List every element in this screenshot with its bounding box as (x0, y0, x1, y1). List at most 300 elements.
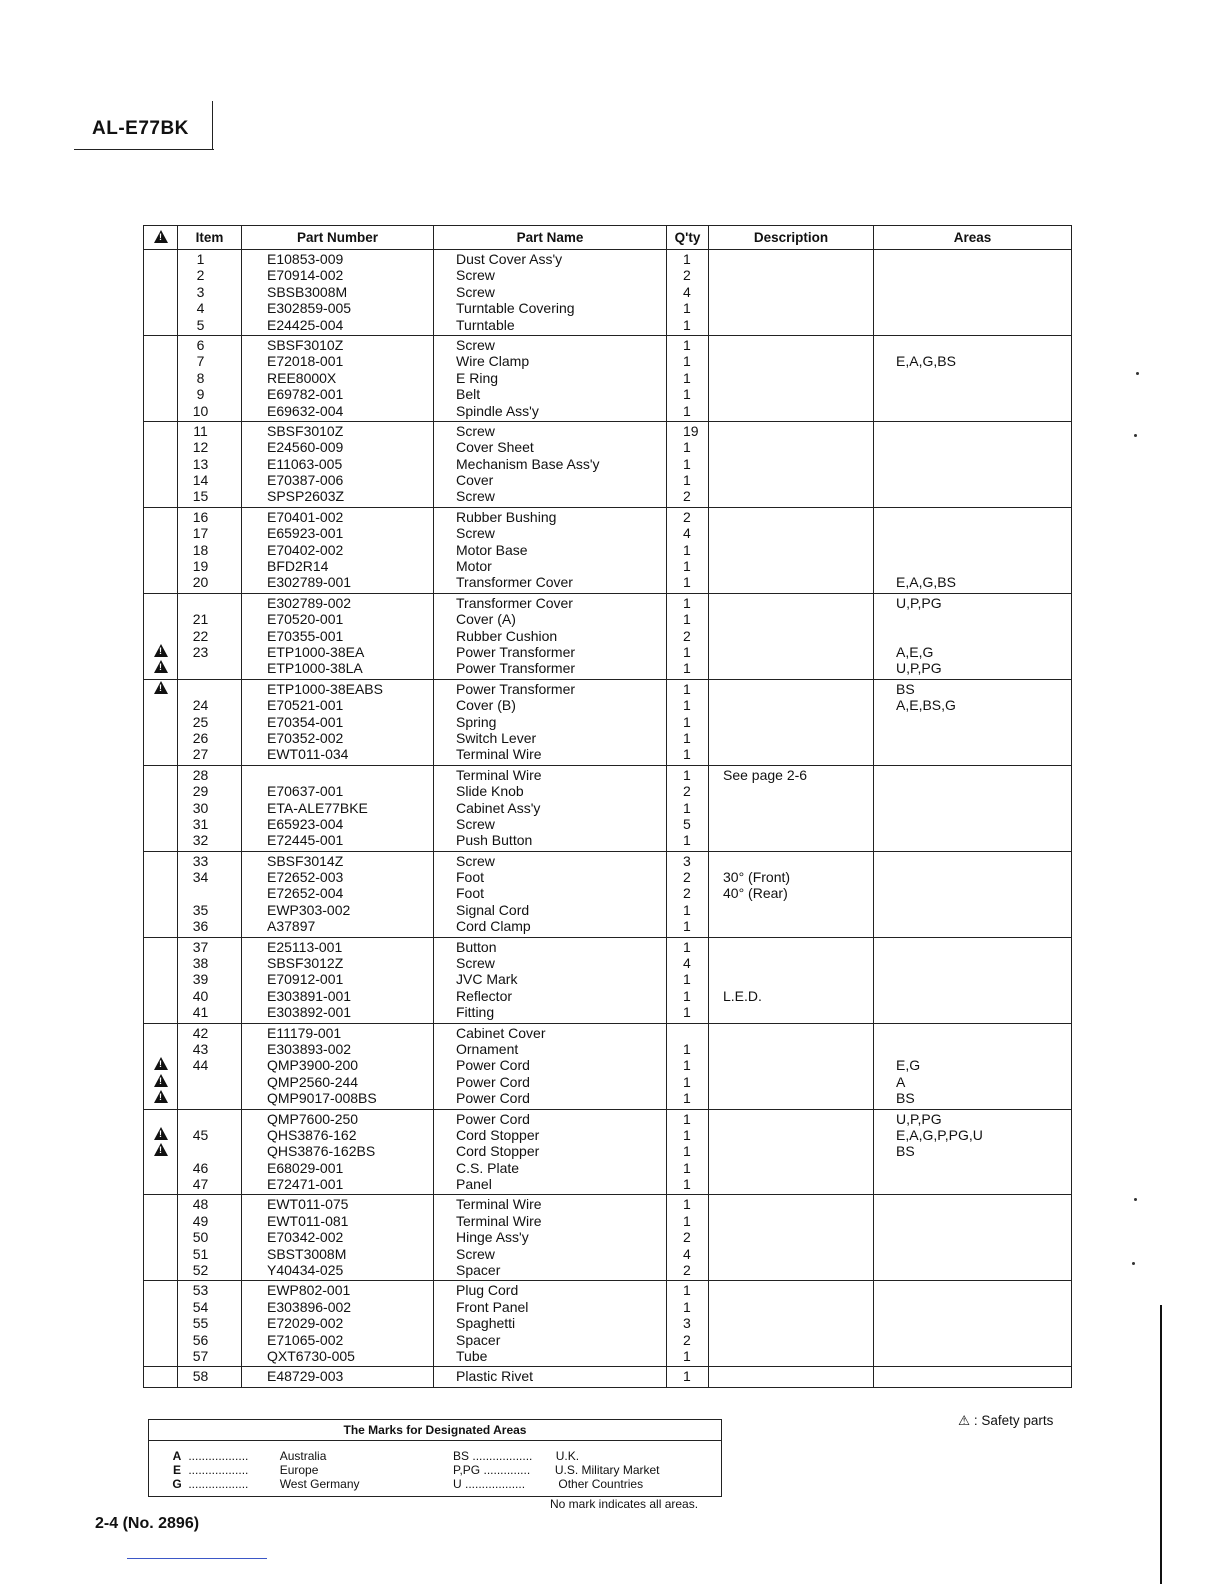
safety-mark-icon (144, 456, 177, 472)
part-name: Screw (456, 283, 495, 300)
part-name: Rubber Cushion (456, 627, 558, 644)
description (709, 1025, 873, 1041)
safety-mark-icon (144, 595, 177, 611)
part-name: Foot (456, 885, 485, 902)
part-number: E10853-009 (267, 251, 344, 267)
item-number: 6 (196, 336, 205, 353)
description (709, 697, 873, 713)
description (709, 439, 873, 455)
safety-mark-icon (144, 767, 177, 783)
part-name: Power Transformer (456, 660, 576, 677)
part-number-cell (242, 1195, 434, 1281)
warning-triangle-icon (154, 1074, 168, 1087)
part-name: Power Cord (456, 1110, 530, 1127)
areas (874, 542, 1071, 558)
warning-triangle-icon (154, 644, 168, 657)
areas (874, 1282, 1071, 1298)
part-name: Cover Sheet (456, 439, 534, 456)
item-number-cell (178, 1109, 242, 1195)
safety-mark-icon (144, 1368, 177, 1384)
parts-group-row (144, 1109, 1072, 1195)
safety-mark-icon (144, 251, 177, 267)
areas (874, 902, 1071, 918)
areas: A,E,BS,G (896, 697, 956, 714)
description-cell (709, 335, 874, 421)
safety-mark-icon (144, 730, 177, 746)
safety-mark-cell (144, 765, 178, 851)
part-number: E70354-001 (267, 713, 344, 730)
item-number: 9 (196, 386, 205, 403)
quantity: 1 (683, 1212, 691, 1229)
item-number-cell (178, 421, 242, 507)
part-name: Cord Stopper (456, 1126, 540, 1143)
part-number-cell (242, 250, 434, 336)
column-header-areas: Areas (874, 226, 1072, 250)
part-name: Screw (456, 852, 495, 869)
parts-group-row (144, 1195, 1072, 1281)
description (709, 1160, 873, 1176)
description (709, 1368, 873, 1384)
part-name: Spindle Ass'y (456, 402, 539, 419)
quantity: 1 (683, 402, 691, 419)
item-number-cell (178, 765, 242, 851)
areas (874, 714, 1071, 730)
areas (874, 386, 1071, 402)
safety-mark-cell (144, 1367, 178, 1387)
item-number: 5 (196, 316, 205, 333)
description (709, 456, 873, 472)
safety-mark-icon (144, 832, 177, 848)
part-number: QXT6730-005 (267, 1348, 355, 1364)
item-number: 16 (192, 508, 209, 525)
areas (874, 628, 1071, 644)
safety-mark-icon (144, 1348, 177, 1364)
scan-speck (1132, 1262, 1135, 1265)
part-name: Screw (456, 422, 495, 439)
part-number: E25113-001 (267, 938, 343, 955)
areas-cell (874, 1109, 1072, 1195)
item-number: 24 (192, 697, 209, 714)
quantity-cell (667, 1109, 709, 1195)
part-number: E72445-001 (267, 832, 344, 849)
safety-mark-icon (144, 370, 177, 386)
part-number: EWT011-034 (267, 746, 349, 763)
description: 40° (Rear) (723, 885, 788, 902)
parts-group-row (144, 1367, 1072, 1387)
item-number: 25 (192, 713, 209, 730)
areas-cell (874, 1281, 1072, 1367)
part-name: Motor (456, 558, 492, 575)
safety-mark-icon (144, 403, 177, 419)
quantity: 5 (683, 815, 691, 832)
part-name: Screw (456, 815, 495, 832)
safety-mark-icon (144, 267, 177, 283)
areas (874, 558, 1071, 574)
item-number: 46 (192, 1159, 209, 1176)
part-name: Spring (456, 713, 497, 730)
safety-mark-icon (144, 386, 177, 402)
part-number: E11179-001 (267, 1024, 342, 1041)
areas-cell (874, 1367, 1072, 1387)
description (709, 386, 873, 402)
item-number: 53 (192, 1282, 209, 1299)
safety-mark-cell (144, 507, 178, 593)
safety-mark-icon (144, 1127, 177, 1143)
item-number-cell (178, 335, 242, 421)
item-number (178, 1074, 241, 1090)
areas-cell (874, 1195, 1072, 1281)
areas (874, 730, 1071, 746)
areas (874, 767, 1071, 783)
quantity: 2 (683, 885, 691, 902)
part-number: QMP9017-008BS (267, 1090, 377, 1107)
areas-cell (874, 851, 1072, 937)
part-number-cell (242, 679, 434, 765)
legend-entry: U .................. Other Countries (453, 1477, 644, 1491)
part-number: SBSF3010Z (267, 336, 344, 353)
quantity: 1 (683, 697, 691, 714)
areas (874, 472, 1071, 488)
description (709, 574, 873, 590)
part-name: Terminal Wire (456, 746, 542, 763)
safety-mark-icon (144, 1282, 177, 1298)
safety-mark-icon (144, 1160, 177, 1176)
areas-cell (874, 335, 1072, 421)
description-cell (709, 250, 874, 336)
part-number-cell (242, 851, 434, 937)
areas: E,G (896, 1057, 921, 1074)
description (709, 714, 873, 730)
part-name: Tube (456, 1348, 488, 1364)
description: 30° (Front) (723, 869, 791, 886)
areas (874, 1025, 1071, 1041)
areas (874, 971, 1071, 987)
areas (874, 1004, 1071, 1020)
part-number: EWP303-002 (267, 901, 351, 918)
part-name: Spaghetti (456, 1315, 516, 1332)
safety-mark-icon (144, 317, 177, 333)
areas (874, 1368, 1071, 1384)
part-name: Wire Clamp (456, 353, 530, 370)
part-number-cell (242, 421, 434, 507)
part-name: Power Cord (456, 1090, 530, 1107)
column-header-description: Description (709, 226, 874, 250)
safety-mark-icon (154, 230, 168, 243)
description (709, 1004, 873, 1020)
description (709, 1090, 873, 1106)
areas (874, 403, 1071, 419)
part-number: E303892-001 (267, 1004, 352, 1021)
part-number-cell (242, 937, 434, 1023)
item-number: 26 (192, 729, 209, 746)
safety-mark-icon (144, 353, 177, 369)
part-number-cell (242, 593, 434, 679)
parts-group-row (144, 507, 1072, 593)
item-number-cell (178, 1367, 242, 1387)
column-header-item: Item (178, 226, 242, 250)
safety-mark-icon (144, 660, 177, 676)
description (709, 267, 873, 283)
description (709, 746, 873, 762)
part-number: E70521-001 (267, 697, 344, 714)
safety-mark-cell (144, 1281, 178, 1367)
description: See page 2-6 (723, 766, 808, 783)
quantity: 1 (683, 541, 691, 558)
description (709, 611, 873, 627)
item-number: 1 (196, 251, 205, 267)
part-number: E65923-004 (267, 815, 344, 832)
quantity-cell (667, 765, 709, 851)
item-number: 7 (196, 353, 205, 370)
area-marks-legend (148, 1419, 722, 1497)
description (709, 800, 873, 816)
safety-mark-icon (144, 800, 177, 816)
item-number (178, 1143, 241, 1159)
quantity: 2 (683, 508, 691, 525)
safety-mark-icon (144, 628, 177, 644)
safety-mark-icon (144, 1057, 177, 1073)
areas (874, 1315, 1071, 1331)
item-number: 3 (196, 283, 205, 300)
areas: E,A,G,BS (896, 574, 956, 591)
description (709, 628, 873, 644)
part-number: E24425-004 (267, 316, 344, 333)
areas-cell (874, 679, 1072, 765)
part-name: Cord Stopper (456, 1143, 540, 1160)
safety-mark-cell (144, 1195, 178, 1281)
areas (874, 988, 1071, 1004)
part-number: REE8000X (267, 369, 337, 386)
header-rule-vertical (212, 101, 213, 149)
safety-mark-icon (144, 853, 177, 869)
parts-group-row (144, 1281, 1072, 1367)
description (709, 1299, 873, 1315)
quantity (667, 1025, 708, 1041)
item-number: 13 (192, 455, 209, 472)
areas: E,A,G,BS (896, 353, 956, 370)
quantity: 1 (683, 369, 691, 386)
part-number: EWT011-075 (267, 1196, 349, 1213)
safety-mark-icon (144, 1074, 177, 1090)
quantity: 2 (683, 869, 691, 886)
part-number (242, 767, 433, 783)
areas (874, 300, 1071, 316)
part-number: E70352-002 (267, 729, 344, 746)
areas: A (896, 1073, 906, 1090)
part-name-cell (434, 1109, 667, 1195)
part-name: Plastic Rivet (456, 1368, 534, 1385)
item-number: 47 (192, 1176, 209, 1193)
safety-mark-icon (144, 423, 177, 439)
no-mark-note: No mark indicates all areas. (550, 1497, 699, 1511)
part-number: E70914-002 (267, 267, 344, 284)
item-number: 33 (192, 852, 209, 869)
safety-mark-icon (144, 1176, 177, 1192)
safety-mark-cell (144, 1109, 178, 1195)
part-number-cell (242, 1281, 434, 1367)
part-name: Signal Cord (456, 901, 530, 918)
description-cell (709, 765, 874, 851)
description (709, 370, 873, 386)
item-number: 20 (192, 574, 209, 591)
part-name: Foot (456, 869, 485, 886)
item-number: 12 (192, 439, 209, 456)
part-number: E302789-002 (267, 594, 352, 611)
part-name: Mechanism Base Ass'y (456, 455, 600, 472)
part-number: BFD2R14 (267, 558, 329, 575)
areas: U,P,PG (896, 1110, 942, 1127)
quantity: 1 (683, 1176, 691, 1193)
quantity: 1 (683, 643, 691, 660)
part-name: Screw (456, 488, 495, 505)
item-number: 11 (193, 422, 208, 439)
areas: A,E,G (896, 643, 934, 660)
areas-cell (874, 1023, 1072, 1109)
part-name: Button (456, 938, 497, 955)
part-number: QMP7600-250 (267, 1110, 359, 1127)
quantity: 1 (683, 1040, 691, 1057)
item-number: 39 (192, 971, 209, 988)
part-number-cell (242, 765, 434, 851)
part-name: Terminal Wire (456, 1212, 542, 1229)
quantity-cell (667, 593, 709, 679)
areas (874, 284, 1071, 300)
description (709, 1332, 873, 1348)
quantity: 1 (683, 799, 691, 816)
safety-mark-cell (144, 937, 178, 1023)
quantity-cell (667, 937, 709, 1023)
description (709, 251, 873, 267)
part-name-cell (434, 1367, 667, 1387)
part-name: Slide Knob (456, 783, 524, 800)
description (709, 1229, 873, 1245)
part-name: Push Button (456, 832, 533, 849)
part-number: E69632-004 (267, 402, 344, 419)
quantity-cell (667, 851, 709, 937)
part-number: E70637-001 (267, 783, 344, 800)
areas (874, 439, 1071, 455)
areas: BS (896, 1143, 915, 1160)
safety-mark-icon (144, 1004, 177, 1020)
safety-mark-icon (144, 1025, 177, 1041)
description-cell (709, 1281, 874, 1367)
safety-mark-icon (144, 885, 177, 901)
scan-speck (1134, 1198, 1137, 1201)
item-number: 35 (192, 901, 209, 918)
description (709, 1111, 873, 1127)
warning-triangle-icon (154, 660, 168, 673)
safety-mark-icon (144, 542, 177, 558)
description (709, 660, 873, 676)
item-number-cell (178, 507, 242, 593)
part-number-cell (242, 335, 434, 421)
part-number: Y40434-025 (267, 1262, 344, 1279)
item-number-cell (178, 1195, 242, 1281)
part-name: Switch Lever (456, 729, 537, 746)
item-number: 19 (192, 558, 209, 575)
quantity: 1 (683, 987, 691, 1004)
item-number (178, 1111, 241, 1127)
description-cell (709, 851, 874, 937)
description (709, 971, 873, 987)
part-number: E70912-001 (267, 971, 344, 988)
description-cell (709, 1367, 874, 1387)
parts-list-table (143, 225, 1072, 1388)
quantity: 1 (683, 439, 691, 456)
description (709, 558, 873, 574)
part-number: SPSP2603Z (267, 488, 345, 505)
areas-cell (874, 421, 1072, 507)
description (709, 955, 873, 971)
part-number: A37897 (267, 918, 316, 935)
part-number: E303893-002 (267, 1040, 352, 1057)
part-name: Spacer (456, 1262, 501, 1279)
quantity: 1 (683, 1368, 691, 1385)
safety-mark-cell (144, 679, 178, 765)
quantity: 2 (683, 627, 691, 644)
quantity: 1 (683, 680, 691, 697)
item-number: 55 (192, 1315, 209, 1332)
item-number: 42 (192, 1024, 209, 1041)
safety-mark-icon (144, 472, 177, 488)
description (709, 423, 873, 439)
safety-mark-cell (144, 335, 178, 421)
safety-mark-icon (144, 902, 177, 918)
areas: U,P,PG (896, 660, 942, 677)
part-number: E68029-001 (267, 1159, 344, 1176)
description-cell (709, 1109, 874, 1195)
description (709, 730, 873, 746)
quantity: 1 (683, 901, 691, 918)
areas (874, 1041, 1071, 1057)
part-name: Cover (456, 472, 494, 489)
item-number: 40 (192, 987, 209, 1004)
description-cell (709, 507, 874, 593)
part-name-cell (434, 507, 667, 593)
description (709, 509, 873, 525)
part-number: ETA-ALE77BKE (267, 799, 368, 816)
quantity: 2 (683, 1262, 691, 1279)
areas (874, 1262, 1071, 1278)
part-name-cell (434, 765, 667, 851)
description (709, 353, 873, 369)
description (709, 816, 873, 832)
item-number-cell (178, 1023, 242, 1109)
quantity: 4 (683, 283, 691, 300)
safety-mark-icon (144, 714, 177, 730)
legend-entry: G .................. West Germany (172, 1477, 360, 1491)
description-cell (709, 593, 874, 679)
description-cell (709, 1023, 874, 1109)
areas (874, 423, 1071, 439)
page-number: 2-4 (No. 2896) (95, 1515, 200, 1532)
item-number: 57 (192, 1348, 209, 1364)
part-name: Cabinet Cover (456, 1024, 546, 1041)
quantity: 1 (683, 1110, 691, 1127)
areas (874, 488, 1071, 504)
quantity: 1 (683, 336, 691, 353)
part-name: Panel (456, 1176, 492, 1193)
description-cell (709, 421, 874, 507)
areas (874, 267, 1071, 283)
quantity-cell (667, 1367, 709, 1387)
part-number: E48729-003 (267, 1368, 344, 1385)
item-number: 56 (192, 1331, 209, 1348)
safety-mark-icon (144, 1213, 177, 1229)
item-number (178, 595, 241, 611)
item-number: 21 (192, 611, 209, 628)
item-number: 14 (192, 472, 209, 489)
